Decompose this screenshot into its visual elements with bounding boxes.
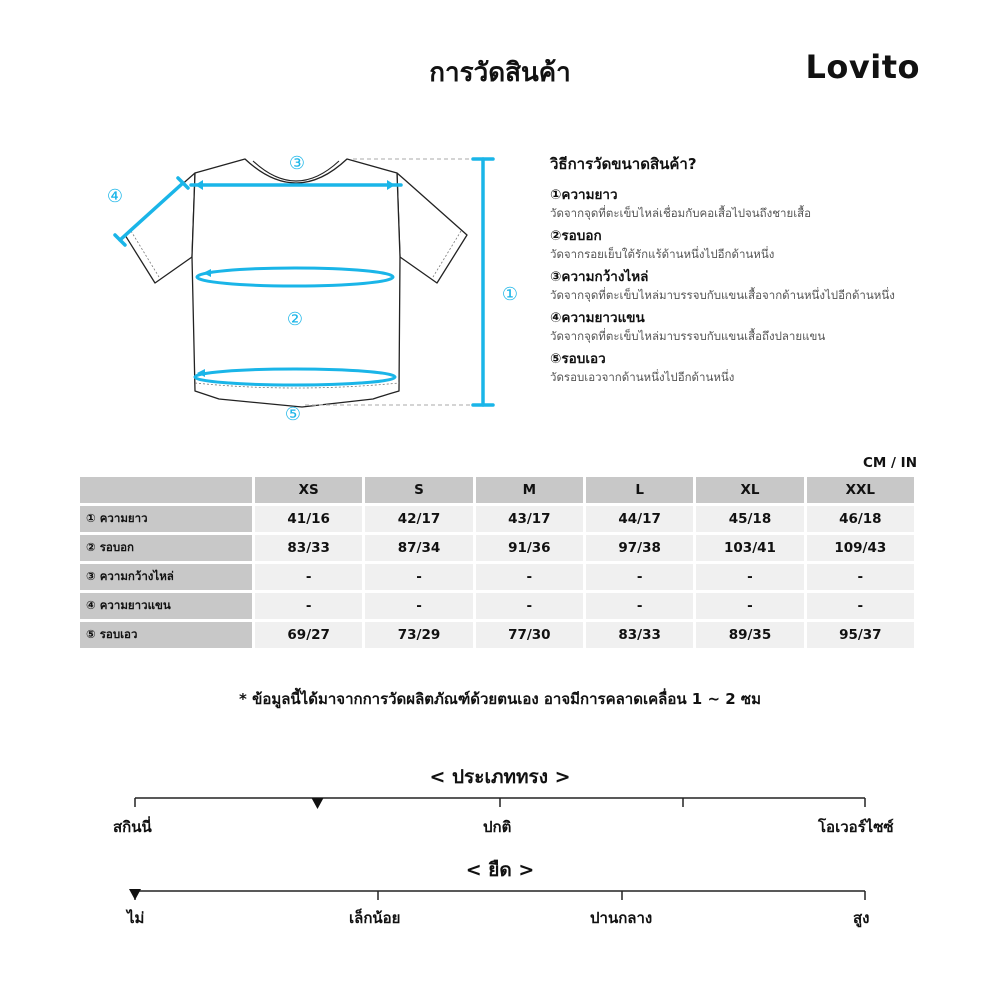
table-cell: - [807,564,914,590]
table-cell: 83/33 [255,535,362,561]
marker-2: ② [286,309,304,330]
table-cell: 73/29 [365,622,472,648]
table-cell: 97/38 [586,535,693,561]
fit-marker [312,798,324,809]
size-header: L [586,477,693,503]
row-label: ④ ความยาวแขน [80,593,252,619]
right-sleeve [397,173,467,283]
fit-scale-title: < ประเภททรง > [429,766,571,788]
marker-4: ④ [106,186,124,207]
table-header-row [80,477,914,503]
guide-item: ⑤รอบเอว วัดรอบเอวจากด้านหนึ่งไปอีกด้านหนึ่ง [550,351,735,384]
table-cell: - [476,564,583,590]
guide-item: ③ความกว้างไหล่ วัดจากจุดที่ตะเข็บไหล่มาบรรจบกับแขนเสื้อจากด้านหนึ่งไปอีกด้านหนึ่ง [550,269,895,302]
table-cell: - [807,593,914,619]
table-cell: 91/36 [476,535,583,561]
row-label: ② รอบอก [80,535,252,561]
marker-1: ① [501,284,519,305]
page-title: การวัดสินค้า [429,58,571,88]
stretch-label-none: ไม่ [127,909,145,927]
table-cell: 83/33 [586,622,693,648]
table-cell: - [255,564,362,590]
size-header: XXL [807,477,914,503]
table-cell: - [365,564,472,590]
table-corner [80,477,252,503]
table-cell: - [586,593,693,619]
fit-label-oversize: โอเวอร์ไซซ์ [818,818,894,836]
table-cell: 87/34 [365,535,472,561]
stretch-label-slight: เล็กน้อย [349,909,401,927]
guide-heading: วิธีการวัดขนาดสินค้า? [550,155,697,173]
table-row [80,564,914,590]
stretch-label-medium: ปานกลาง [590,909,653,927]
measurement-note: * ข้อมูลนี้ได้มาจากการวัดผลิตภัณฑ์ด้วยตนเอง อาจมีการคลาดเคลื่อน 1 ~ 2 ซม [239,690,761,708]
unit-label: CM / IN [863,455,917,471]
size-header: XL [696,477,803,503]
fit-label-skinny: สกินนี่ [113,818,152,836]
size-header: S [365,477,472,503]
table-cell: 45/18 [696,506,803,532]
table-cell: - [365,593,472,619]
table-row [80,622,914,648]
brand-logo: Lovito [805,48,920,86]
guide-item: ①ความยาว วัดจากจุดที่ตะเข็บไหล่เชื่อมกับคอเสื้อไปจนถึงชายเสื้อ [550,187,812,220]
fit-label-regular: ปกติ [483,818,512,836]
stretch-marker [129,889,141,900]
stretch-label-high: สูง [853,909,870,927]
table-cell: 95/37 [807,622,914,648]
stretch-scale [0,883,1000,913]
table-cell: - [696,564,803,590]
table-cell: 89/35 [696,622,803,648]
table-cell: 43/17 [476,506,583,532]
size-header: M [476,477,583,503]
stretch-scale-title: < ยืด > [465,859,535,881]
row-label: ① ความยาว [80,506,252,532]
guide-item: ②รอบอก วัดจากรอยเย็บใต้รักแร้ด้านหนึ่งไปอีกด้านหนึ่ง [550,228,775,261]
table-cell: 41/16 [255,506,362,532]
marker-3: ③ [288,153,306,174]
table-row [80,593,914,619]
guide-item: ④ความยาวแขน วัดจากจุดที่ตะเข็บไหล่มาบรรจบกับแขนเสื้อถึงปลายแขน [550,310,826,343]
row-label: ⑤ รอบเอว [80,622,252,648]
table-cell: 109/43 [807,535,914,561]
table-cell: 69/27 [255,622,362,648]
size-header: XS [255,477,362,503]
table-cell: 103/41 [696,535,803,561]
marker-5: ⑤ [284,404,302,425]
table-cell: 46/18 [807,506,914,532]
tshirt-measurement-diagram [95,145,519,430]
table-cell: - [586,564,693,590]
table-cell: 42/17 [365,506,472,532]
table-row [80,535,914,561]
row-label: ③ ความกว้างไหล่ [80,564,252,590]
table-row [80,506,914,532]
table-cell: - [255,593,362,619]
table-cell: - [476,593,583,619]
table-cell: 44/17 [586,506,693,532]
table-cell: - [696,593,803,619]
table-cell: 77/30 [476,622,583,648]
measurement-guide [550,152,970,391]
size-table [77,474,917,651]
